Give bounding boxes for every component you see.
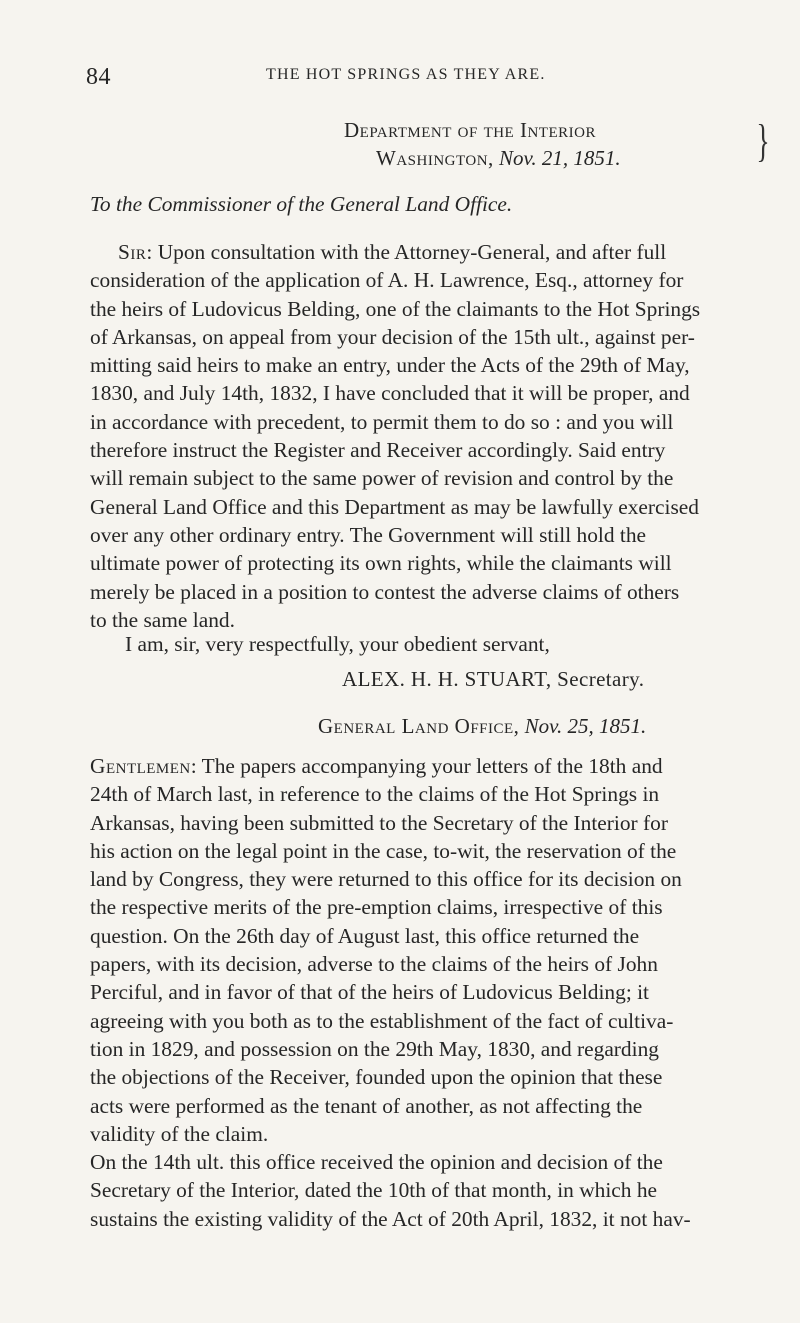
body-line: the objections of the Receiver, founded upon the opinion that these <box>90 1065 663 1090</box>
body-line: validity of the claim. <box>90 1121 269 1146</box>
date: Nov. 25, 1851. <box>524 714 647 738</box>
body-line: 24th of March last, in reference to the claims of the Hot Springs in <box>90 782 660 807</box>
body-line: consideration of the application of A. H. Lawrence, Esq., attorney for <box>90 268 684 293</box>
body-line: the heirs of Ludovicus Belding, one of the claimants to the Hot Springs <box>90 296 701 321</box>
date: Nov. 21, 1851. <box>499 146 621 170</box>
dateline-2 <box>318 714 646 739</box>
body-line: agreeing with you both as to the establishment of the fact of cultiva- <box>90 1008 674 1033</box>
body-line: Secretary of the Interior, dated the 10th of that month, in which he <box>90 1178 658 1203</box>
body-line: merely be placed in a position to contest the adverse claims of others <box>90 579 680 604</box>
body-line: 1830, and July 14th, 1832, I have concluded that it will be proper, and <box>90 381 690 406</box>
body-line: papers, with its decision, adverse to the claims of the heirs of John <box>90 952 658 977</box>
body-line: land by Congress, they were returned to this office for its decision on <box>90 867 682 892</box>
body-line: the respective merits of the pre-emption claims, irrespective of this <box>90 895 663 920</box>
salutation: Gentlemen <box>90 754 191 778</box>
letter2-body <box>90 752 738 1233</box>
body-line: acts were performed as the tenant of another, as not affecting the <box>90 1093 643 1118</box>
letter1-body <box>90 238 738 634</box>
signature: ALEX. H. H. STUART, Secretary. <box>342 667 645 691</box>
salutation: Sir <box>118 240 147 264</box>
body-line: ultimate power of protecting its own rights, while the claimants will <box>90 551 672 576</box>
body-line: : The papers accompanying your letters of the 18th and <box>190 754 663 778</box>
dateline <box>376 146 621 171</box>
body-line: Arkansas, having been submitted to the Secretary of the Interior for <box>90 810 668 835</box>
body-line: will remain subject to the same power of revision and control by the <box>90 466 674 491</box>
body-line-first <box>90 752 738 780</box>
body-line: therefore instruct the Register and Receiver accordingly. Said entry <box>90 438 666 463</box>
department-line: Department of the Interior <box>344 118 596 142</box>
body-line: sustains the existing validity of the Act of 20th April, 1832, it not hav- <box>90 1206 691 1231</box>
body-line: Perciful, and in favor of that of the heirs of Ludovicus Belding; it <box>90 980 649 1005</box>
body-line: of Arkansas, on appeal from your decision of the 15th ult., against per- <box>90 324 695 349</box>
office: General Land Office, <box>318 714 520 738</box>
running-title: THE HOT SPRINGS AS THEY ARE. <box>266 66 546 83</box>
body-line-first <box>90 238 738 266</box>
body-line: in accordance with precedent, to permit them to do so : and you will <box>90 409 674 434</box>
closing: I am, sir, very respectfully, your obedient servant, <box>125 632 550 656</box>
body-line: to the same land. <box>90 607 235 632</box>
body-line: mitting said heirs to make an entry, under the Acts of the 29th of May, <box>90 353 690 378</box>
body-line: : Upon consultation with the Attorney-General, and after full <box>146 240 667 264</box>
body-line: his action on the legal point in the case, to-wit, the reservation of the <box>90 838 677 863</box>
addressee: To the Commissioner of the General Land Office. <box>90 192 513 216</box>
page-number: 84 <box>86 64 111 90</box>
body-line: General Land Office and this Department as may be lawfully exercised <box>90 494 699 519</box>
body-line: over any other ordinary entry. The Government will still hold the <box>90 522 647 547</box>
brace-icon: } <box>756 115 770 166</box>
body-line: question. On the 26th day of August last, this office returned the <box>90 923 640 948</box>
page-header <box>86 58 786 98</box>
body-line: On the 14th ult. this office received the opinion and decision of the <box>90 1150 663 1175</box>
body-line: tion in 1829, and possession on the 29th May, 1830, and regarding <box>90 1036 659 1061</box>
place: Washington, <box>376 146 494 170</box>
